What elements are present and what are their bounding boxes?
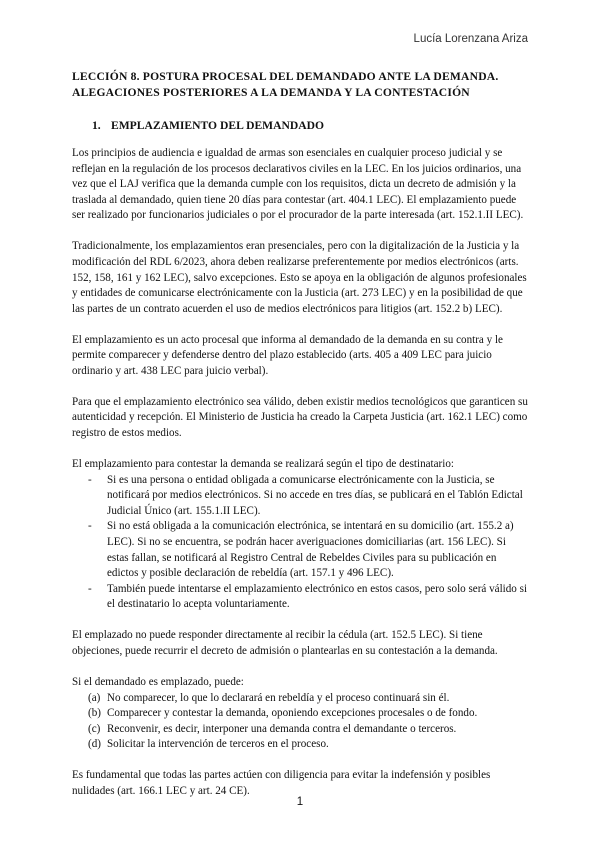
paragraph: Para que el emplazamiento electrónico sea válido, deben existir medios tecnológicos que garanticen su autenticidad y recepción. El Ministerio de Justicia ha creado la Carpeta Justicia (art. 162.1 LEC) como registro de estos medios. <box>72 395 528 440</box>
list-marker: (a) <box>88 691 101 704</box>
list-marker: (b) <box>88 707 101 720</box>
paragraph: Tradicionalmente, los emplazamientos eran presenciales, pero con la digitalización de la Justicia y la modificación del RDL 6/2023, ahora deben realizarse preferentemente por medios electrónicos (arts. 152, 158, 161 y 162 LEC), salvo excepciones. Esto se apoya en la obligación de algunos profesionales y entidades de comunicarse electrónicamente con la Justicia (art. 273 LEC) y en la posibilidad de que las partes de un contrato acuerden el uso de medios electrónicos para litigios (art. 152.2 b) LEC). <box>72 240 527 315</box>
author-name: Lucía Lorenzana Ariza <box>413 33 528 45</box>
list-item <box>72 691 530 707</box>
list-item-text: Solicitar la intervención de terceros en el proceso. <box>107 738 329 751</box>
section-heading <box>92 119 324 132</box>
lesson-title <box>72 69 532 101</box>
recipient-type-list <box>72 473 530 613</box>
list-item: - Si no está obligada a la comunicación electrónica, se intentará en su domicilio (art. 155.2 a) LEC). Si no se encuentra, se podrán hacer averiguaciones domiciliarias (art. 156 LEC). Si estas fallan, se notificará al Registro Central de Rebeldes Civiles para su publicación en edictos y posible declaración de rebeldía (art. 157.1 y 496 LEC). <box>72 519 530 581</box>
lesson-title-line-1: LECCIÓN 8. POSTURA PROCESAL DEL DEMANDADO ANTE LA DEMANDA. <box>72 70 499 83</box>
list-item: - También puede intentarse el emplazamiento electrónico en estos casos, pero solo será válido si el destinatario lo acepta voluntariamente. <box>72 582 530 613</box>
section-number: 1. <box>92 119 101 132</box>
lesson-title-line-2: ALEGACIONES POSTERIORES A LA DEMANDA Y LA CONTESTACIÓN <box>72 86 470 99</box>
list-item <box>72 706 530 722</box>
list-item: - Si es una persona o entidad obligada a comunicarse electrónicamente con la Justicia, se notificará por medios electrónicos. Si no accede en tres días, se publicará en el Tablón Edictal Judicial Único (art. 155.1.II LEC). <box>72 473 530 520</box>
list-item-text: Reconvenir, es decir, interponer una demanda contra el demandante o terceros. <box>107 722 457 735</box>
paragraph: El emplazamiento es un acto procesal que informa al demandado de la demanda en su contra y le permite comparecer y defenderse dentro del plazo establecido (arts. 405 a 409 LEC para juicio ordinario y art. 438 LEC para juicio verbal). <box>72 333 503 377</box>
list-item <box>72 737 530 753</box>
list-item-text: No comparecer, lo que lo declarará en rebeldía y el proceso continuará sin él. <box>107 691 450 704</box>
paragraph: El emplazamiento para contestar la demanda se realizará según el tipo de destinatario: <box>72 458 454 471</box>
defendant-options-list <box>72 691 530 753</box>
document-body <box>72 146 530 815</box>
list-marker: (c) <box>88 722 101 735</box>
section-heading-text: EMPLAZAMIENTO DEL DEMANDADO <box>111 119 324 132</box>
paragraph: Los principios de audiencia e igualdad de armas son esenciales en cualquier proceso judicial y se reflejan en la regulación de los procesos declarativos civiles en la LEC. En los juicios ordinarios, una vez que el LAJ verifica que la demanda cumple con los requisitos, dicta un decreto de admisión y la traslada al demandado, quien tiene 20 días para contestar (art. 404.1 LEC). El emplazamiento puede ser realizado por funcionarios judiciales o por el procurador de la parte interesada (art. 152.1.II LEC). <box>72 147 524 222</box>
list-item <box>72 722 530 738</box>
paragraph: Es fundamental que todas las partes actúen con diligencia para evitar la indefensión y posibles nulidades (art. 166.1 LEC y art. 24 CE). <box>72 769 491 797</box>
options-intro: Si el demandado es emplazado, puede: <box>72 675 244 688</box>
paragraph: El emplazado no puede responder directamente al recibir la cédula (art. 152.5 LEC). Si tiene objeciones, puede recurrir el decreto de admisión o plantearlas en su contestación a la demanda. <box>72 629 498 657</box>
page-number: 1 <box>296 796 304 808</box>
list-marker: (d) <box>88 738 101 751</box>
list-item-text: Comparecer y contestar la demanda, oponiendo excepciones procesales o de fondo. <box>107 707 478 720</box>
